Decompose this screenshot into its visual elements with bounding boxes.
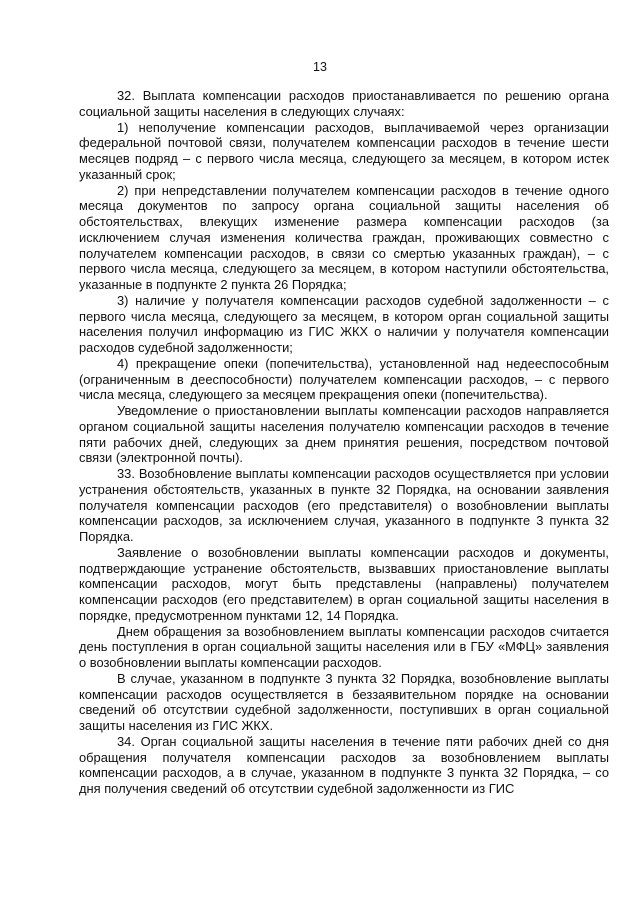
paragraph-application-date: Днем обращения за возобновлением выплаты компенсации расходов считается день поступления в орган социальной защиты населения или в ГБУ «МФЦ» заявления о возобновлении выплаты компенсации расходов. bbox=[79, 623, 609, 670]
paragraph-34: 34. Орган социальной защиты населения в течение пяти рабочих дней со дня обращения получателя компенсации расходов за возобновлением выплаты компенсации расходов, а в случае, указанном в подпункте 3 пункта 32 Порядка, – со дня получения сведений об отсутствии судебной задолженности из ГИС bbox=[79, 733, 609, 796]
paragraph-suspension-notice: Уведомление о приостановлении выплаты компенсации расходов направляется органом социальной защиты населения получателю компенсации расходов в течение пяти рабочих дней, следующих за днем принятия решения, посредством почтовой связи (электронной почты). bbox=[79, 403, 609, 466]
paragraph-32: 32. Выплата компенсации расходов приостанавливается по решению органа социальной защиты населения в следующих случаях: bbox=[79, 88, 609, 119]
paragraph-32-item-4: 4) прекращение опеки (попечительства), установленной над недееспособным (ограниченным в дееспособности) получателем компенсации расходов, – с первого числа месяца, следующего за месяцем прекращения опеки (попечительства). bbox=[79, 355, 609, 403]
paragraph-32-item-3: 3) наличие у получателя компенсации расходов судебной задолженности – с первого числа месяца, следующего за месяцем, в котором орган социальной защиты населения получил информацию из ГИС ЖКХ о наличии у получателя компенсации расходов судебной задолженности; bbox=[79, 292, 609, 355]
paragraph-33: 33. Возобновление выплаты компенсации расходов осуществляется при условии устранения обстоятельств, указанных в пункте 32 Порядка, на основании заявления получателя компенсации расходов (его представителя) о возобновлении выплаты компенсации расходов, за исключением случая, указанного в подпункте 3 пункта 32 Порядка. bbox=[79, 466, 609, 544]
paragraph-32-item-2: 2) при непредставлении получателем компенсации расходов в течение одного месяца документов по запросу органа социальной защиты населения об обстоятельствах, влекущих изменение размера компенсации расходов (за исключением случая изменения количества граждан, проживающих совместно с получателем компенсации расходов, в связи со смертью указанных граждан), – с первого числа месяца, следующего за месяцем, в котором наступили обстоятельства, указанные в подпункте 2 пункта 26 Порядка; bbox=[79, 182, 609, 292]
paragraph-32-item-1: 1) неполучение компенсации расходов, выплачиваемой через организации федеральной почтовой связи, получателем компенсации расходов в течение шести месяцев подряд – с первого числа месяца, следующего за месяцем, в котором истек указанный срок; bbox=[79, 119, 609, 182]
paragraph-resumption-application: Заявление о возобновлении выплаты компенсации расходов и документы, подтверждающие устранение обстоятельств, вызвавших приостановление выплаты компенсации расходов, могут быть представлены (направлены) получателем компенсации расходов (его представителем) в орган социальной защиты населения в порядке, предусмотренном пунктами 12, 14 Порядка. bbox=[79, 544, 609, 623]
document-body bbox=[79, 88, 609, 797]
page-number: 13 bbox=[313, 60, 327, 74]
paragraph-automatic-resumption: В случае, указанном в подпункте 3 пункта 32 Порядка, возобновление выплаты компенсации расходов осуществляется в беззаявительном порядке на основании сведений об отсутствии судебной задолженности, поступивших в орган социальной защиты населения из ГИС ЖКХ. bbox=[79, 670, 609, 733]
